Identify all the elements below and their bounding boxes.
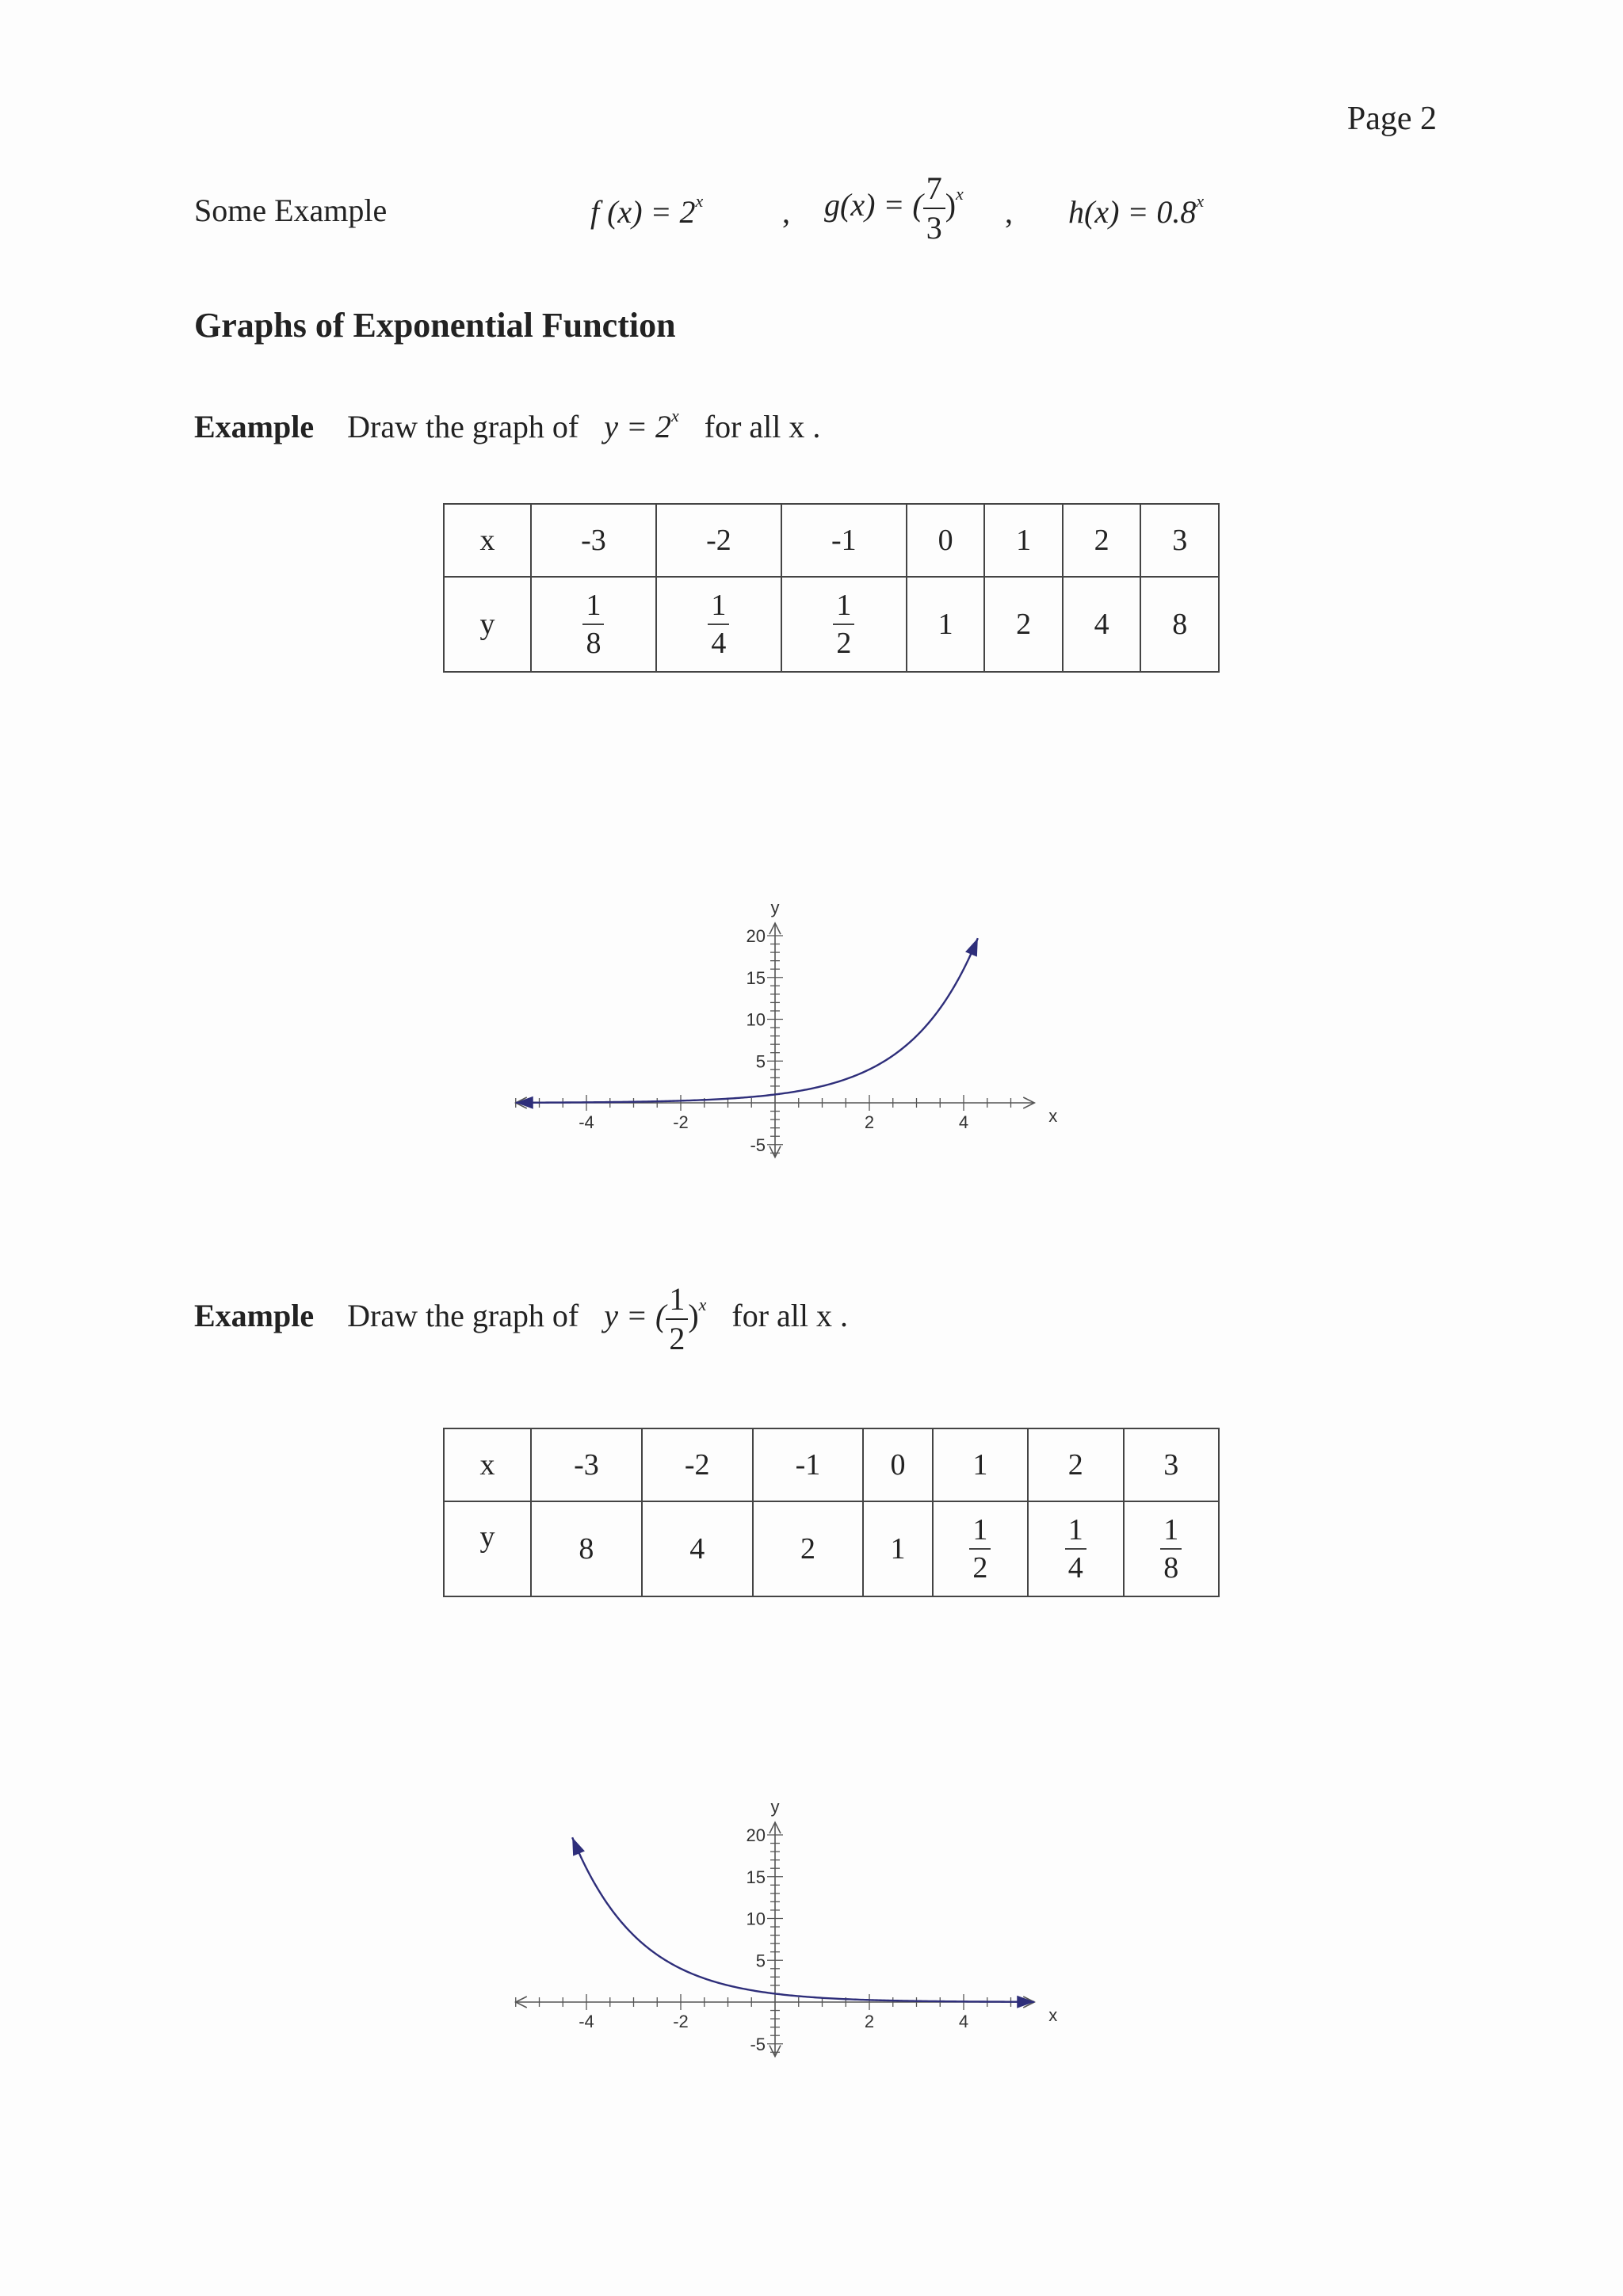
example-2-label: Example	[194, 1298, 315, 1334]
example-1-formula-lhs: y = 2	[604, 409, 671, 444]
formula-g-exp: x	[956, 184, 964, 204]
example-1-label: Example	[194, 409, 315, 444]
table-2-y-cell	[933, 1501, 1028, 1596]
example-2-statement	[194, 1283, 848, 1355]
y-tick-label: 15	[746, 1867, 766, 1887]
intro-label: Some Example	[194, 193, 388, 228]
x-tick-label: -2	[673, 2012, 689, 2031]
example-1-formula-exp: x	[670, 406, 679, 425]
formula-g-num: 7	[923, 173, 945, 209]
y-axis-label: y	[770, 1797, 780, 1817]
table-1-x-cell: 2	[1063, 504, 1141, 577]
fraction-numerator: 1	[1065, 1515, 1086, 1550]
y-tick-label: 20	[746, 1825, 766, 1845]
example-2-text-before: Draw the graph of	[347, 1298, 579, 1334]
table-2-x-cell: 1	[933, 1428, 1028, 1501]
separator-1: ,	[782, 194, 790, 230]
graph-exp-half-x	[475, 1596, 1078, 2135]
table-2-y-header: y	[444, 1501, 531, 1596]
table-1-y-cell: 8	[1140, 577, 1219, 672]
table-1-x-header: x	[444, 504, 531, 577]
table-1-x-cell: -2	[656, 504, 781, 577]
table-1-y-cell	[531, 577, 656, 672]
x-axis-label: x	[1048, 1106, 1058, 1126]
y-tick-label: 15	[746, 967, 766, 988]
table-2-y-row	[444, 1501, 1219, 1596]
example-1-text-before: Draw the graph of	[347, 409, 579, 444]
y-tick-label: 10	[746, 1009, 766, 1030]
y-tick-label: 5	[755, 1951, 766, 1971]
curve-arrowhead	[572, 1837, 585, 1855]
formula-f-lhs: f (x) = 2	[590, 194, 696, 230]
table-2-x-cell: -2	[642, 1428, 753, 1501]
table-2-y-cell: 8	[531, 1501, 642, 1596]
table-1-x-cell: 1	[984, 504, 1063, 577]
example-2-formula-exp: x	[698, 1295, 707, 1315]
fraction-numerator: 1	[969, 1515, 991, 1550]
table-2-y-cell	[1124, 1501, 1219, 1596]
table-2-x-header: x	[444, 1428, 531, 1501]
y-tick-label: 20	[746, 926, 766, 946]
value-table-2	[443, 1428, 1220, 1597]
x-tick-label: -2	[673, 1112, 689, 1132]
formula-h-exp: x	[1196, 191, 1205, 211]
table-2-x-cell: 0	[863, 1428, 932, 1501]
table-1-y-cell: 2	[984, 577, 1063, 672]
example-1-text-after: for all x .	[704, 409, 821, 444]
table-1-x-cell: 3	[1140, 504, 1219, 577]
graph-exp-2x	[475, 697, 1078, 1236]
example-2-text-after: for all x .	[731, 1298, 849, 1334]
separator-2: ,	[1005, 194, 1013, 230]
formula-g-rhs: )	[945, 187, 957, 223]
y-tick-label: -5	[750, 2034, 766, 2054]
table-2-x-cell: 3	[1124, 1428, 1219, 1501]
example-2-formula	[604, 1281, 707, 1356]
formula-f-exp: x	[695, 191, 704, 211]
example-1-statement	[194, 408, 820, 445]
table-1-x-cell: -1	[781, 504, 907, 577]
fraction-numerator: 1	[833, 590, 854, 625]
example-2-formula-rhs: )	[688, 1298, 699, 1334]
table-1-x-cell: -3	[531, 504, 656, 577]
table-1-y-header: y	[444, 577, 531, 672]
formula-g-lhs: g(x) = (	[824, 187, 923, 223]
table-2-y-cell: 1	[863, 1501, 932, 1596]
fraction-numerator: 1	[1160, 1515, 1182, 1550]
formula-g	[824, 170, 964, 246]
fraction-denominator: 8	[1163, 1551, 1179, 1585]
formula-h-lhs: h(x) = 0.8	[1068, 194, 1197, 230]
fraction-denominator: 4	[711, 627, 727, 660]
formula-g-den: 3	[926, 210, 942, 246]
y-tick-label: 5	[755, 1051, 766, 1072]
y-tick-label: 10	[746, 1909, 766, 1929]
x-tick-label: 4	[958, 1112, 969, 1132]
table-1-x-cell: 0	[907, 504, 985, 577]
exponential-curve	[572, 1837, 1034, 2002]
x-tick-label: -4	[579, 2012, 594, 2031]
table-2-x-cell: -3	[531, 1428, 642, 1501]
example-2-formula-den: 2	[669, 1321, 685, 1356]
fraction-denominator: 2	[972, 1551, 988, 1585]
table-1-y-cell	[656, 577, 781, 672]
section-heading: Graphs of Exponential Function	[194, 306, 676, 345]
table-2-x-row	[444, 1428, 1219, 1501]
fraction-numerator: 1	[708, 590, 729, 625]
page-number: Page 2	[1346, 101, 1437, 137]
fraction-denominator: 4	[1067, 1551, 1083, 1585]
x-tick-label: 2	[864, 2012, 875, 2031]
formula-f	[590, 193, 703, 231]
formula-g-fraction	[923, 170, 945, 246]
x-tick-label: 4	[958, 2012, 969, 2031]
table-2-y-cell: 4	[642, 1501, 753, 1596]
x-axis-label: x	[1048, 2005, 1058, 2025]
example-2-formula-lhs: y = (	[604, 1298, 666, 1334]
fraction-numerator: 1	[582, 590, 604, 625]
value-table-1	[443, 503, 1220, 673]
fraction-denominator: 2	[836, 627, 852, 660]
table-1-y-row	[444, 577, 1219, 672]
table-1-y-cell	[781, 577, 907, 672]
table-1-y-cell: 4	[1063, 577, 1141, 672]
table-2-y-cell: 2	[753, 1501, 864, 1596]
example-1-formula	[604, 406, 679, 444]
table-1-y-cell: 1	[907, 577, 985, 672]
y-axis-label: y	[770, 898, 780, 918]
x-tick-label: 2	[864, 1112, 875, 1132]
x-tick-label: -4	[579, 1112, 594, 1132]
table-1-x-row	[444, 504, 1219, 577]
curve-arrowhead	[965, 938, 978, 956]
y-tick-label: -5	[750, 1135, 766, 1155]
table-2-x-cell: -1	[753, 1428, 864, 1501]
formula-h	[1068, 193, 1204, 231]
example-2-formula-fraction	[666, 1283, 688, 1355]
table-2-x-cell: 2	[1028, 1428, 1123, 1501]
example-2-formula-num: 1	[666, 1283, 688, 1320]
table-2-y-cell	[1028, 1501, 1123, 1596]
fraction-denominator: 8	[586, 627, 601, 660]
